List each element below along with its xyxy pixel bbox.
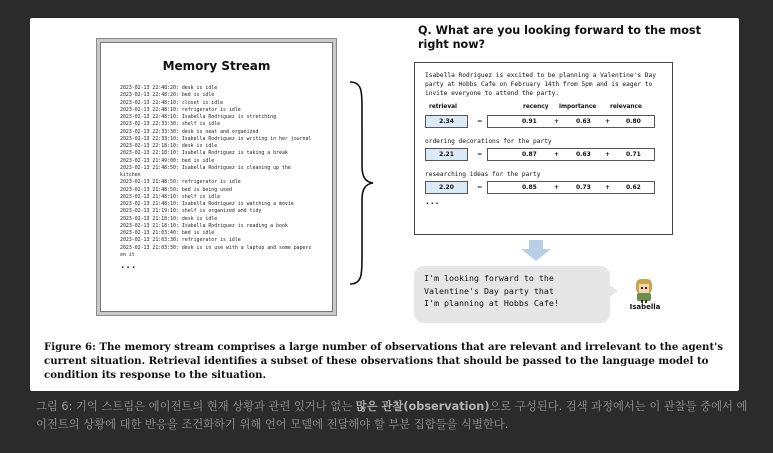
memory-entry: 2023-02-13 22:48:20: bed is idle — [120, 92, 215, 99]
memory-entry: 2023-02-13 21:48:10: Isabella Rodriguez is watching a movie — [120, 201, 294, 207]
header-retrieval: retrieval — [429, 104, 458, 110]
retrieval-score: 2.21 — [425, 148, 468, 161]
bubble-tail — [608, 284, 618, 298]
response-line: I'm planning at Hobbs Cafe! — [424, 298, 559, 308]
memory-entry: 2023-02-13 22:33:10: Isabella Rodriguez is writing in her journal — [120, 135, 312, 142]
memory-stream-entries — [120, 85, 332, 259]
memory-entry: 2023-02-13 21:48:50: bed is being used — [120, 186, 232, 193]
korean-caption-bold: 많은 관찰(observation) — [355, 400, 490, 413]
plus-sign: + — [605, 184, 611, 191]
memory-entry: 2023-02-13 21:03:30: desk is in use with a laptop and some papers — [120, 244, 312, 251]
score-row — [425, 115, 662, 129]
component-scores — [487, 115, 655, 128]
memory-entry: kitchen — [120, 172, 141, 178]
memory-entry: 2023-02-13 22:48:20: desk is idle — [120, 85, 218, 91]
recency-score: 0.85 — [522, 184, 537, 191]
memory-entry: 2023-02-13 22:48:10: refrigerator is idle — [120, 106, 241, 113]
header-importance: importance — [559, 104, 597, 110]
korean-caption — [36, 398, 752, 434]
retrieval-score: 2.34 — [425, 115, 468, 128]
memory-entry: 2023-02-13 21:18:10: Isabella Rodriguez is reading a book — [120, 222, 288, 229]
response-line: Valentine's Day party that — [424, 285, 554, 296]
relevance-score: 0.62 — [626, 184, 641, 191]
down-arrow-icon — [520, 240, 552, 262]
memory-entry: 2023-02-13 21:18:10: desk is idle — [120, 215, 218, 222]
memory-entry: 2023-02-13 21:48:10: shelf is idle — [120, 193, 221, 200]
importance-score: 0.63 — [576, 151, 591, 158]
memory-entry: 2023-02-13 21:48:50: Isabella Rodriguez is cleaning up the — [120, 164, 291, 171]
importance-score: 0.63 — [576, 118, 591, 125]
header-recency: recency — [523, 104, 549, 110]
retrieval-panel — [414, 62, 673, 235]
score-header — [425, 104, 662, 114]
memory-entry: 2023-02-13 21:49:00: bed is idle — [120, 157, 215, 164]
question-heading: Q. What are you looking forward to the most right now? — [418, 24, 701, 51]
plus-sign: + — [605, 151, 611, 158]
memory-entry: 2023-02-13 22:18:10: Isabella Rodriguez is taking a break — [120, 150, 288, 157]
memory-entry: 2023-02-13 22:33:30: desk is neat and organized — [120, 128, 259, 135]
situation-text: Isabella Rodriguez is excited to be planning a Valentine's Day party at Hobbs Cafe on February 14th from 5pm and is eager to invite everyone to attend the party. — [425, 72, 656, 97]
memory-entry: 2023-02-13 22:18:10: desk is idle — [120, 143, 218, 149]
equals-sign: = — [477, 183, 483, 191]
score-row — [425, 148, 662, 162]
memory-entry: 2023-02-13 22:33:30: shelf is idle — [120, 121, 221, 128]
memory-entry: 2023-02-13 21:48:50: refrigerator is idle — [120, 179, 241, 186]
recency-score: 0.91 — [522, 118, 537, 125]
response-text — [424, 272, 610, 310]
memory-stream-panel — [100, 42, 333, 312]
memory-label: researching ideas for the party — [425, 171, 541, 178]
memory-stream-title: Memory Stream — [162, 59, 271, 73]
equals-sign: = — [477, 150, 483, 158]
memory-entry: 2023-02-13 22:48:10: closet is idle — [120, 99, 224, 106]
header-relevance: relevance — [610, 104, 642, 110]
equals-sign: = — [477, 117, 483, 125]
memory-entry: 2023-02-13 21:03:30: refrigerator is idle — [120, 237, 241, 244]
importance-score: 0.73 — [576, 184, 591, 191]
response-line: I'm looking forward to the — [424, 273, 554, 283]
component-scores — [487, 181, 655, 194]
relevance-score: 0.80 — [626, 118, 641, 125]
plus-sign: + — [554, 184, 560, 191]
memory-label: ordering decorations for the party — [425, 138, 552, 145]
retrieval-ellipsis: ... — [425, 197, 440, 206]
relevance-score: 0.71 — [626, 151, 641, 158]
memory-entry: on it — [120, 251, 135, 258]
memory-entry: 2023-02-13 21:03:40: bed is idle — [120, 230, 215, 236]
memory-stream-ellipsis: ... — [120, 261, 137, 271]
plus-sign: + — [554, 151, 560, 158]
memory-entry: 2023-02-13 22:48:10: Isabella Rodriguez is stretching — [120, 114, 277, 120]
korean-caption-part1: 그림 6: 기억 스트림은 에이전트의 현재 상황과 관련 있거나 없는 — [36, 400, 356, 413]
score-row — [425, 181, 662, 195]
figure-caption: Figure 6: The memory stream comprises a large number of observations that are relevant and irrelevant to the agent's current situation. Retrieval identifies a subset of these observations that should be passed to the language model to condition its response to the situation. — [44, 341, 724, 381]
korean-caption-part2: 으로 구성된다. 검색 과정에서는 이 관찰들 중에서 에이전트의 상황에 대한 반응을 조건화하기 위해 언어 모델에 전달해야 할 부분 집합들을 식별한다. — [36, 400, 748, 431]
curly-brace-icon — [346, 78, 376, 288]
memory-entry: 2023-02-13 21:19:10: shelf is organized and tidy — [120, 208, 262, 215]
plus-sign: + — [554, 118, 560, 125]
plus-sign: + — [605, 118, 611, 125]
figure-card — [30, 18, 739, 391]
agent-avatar-icon — [630, 276, 658, 304]
recency-score: 0.87 — [522, 151, 537, 158]
retrieval-score: 2.20 — [425, 181, 468, 194]
component-scores — [487, 148, 655, 161]
response-bubble — [414, 266, 610, 323]
agent-name: Isabella — [629, 303, 661, 311]
